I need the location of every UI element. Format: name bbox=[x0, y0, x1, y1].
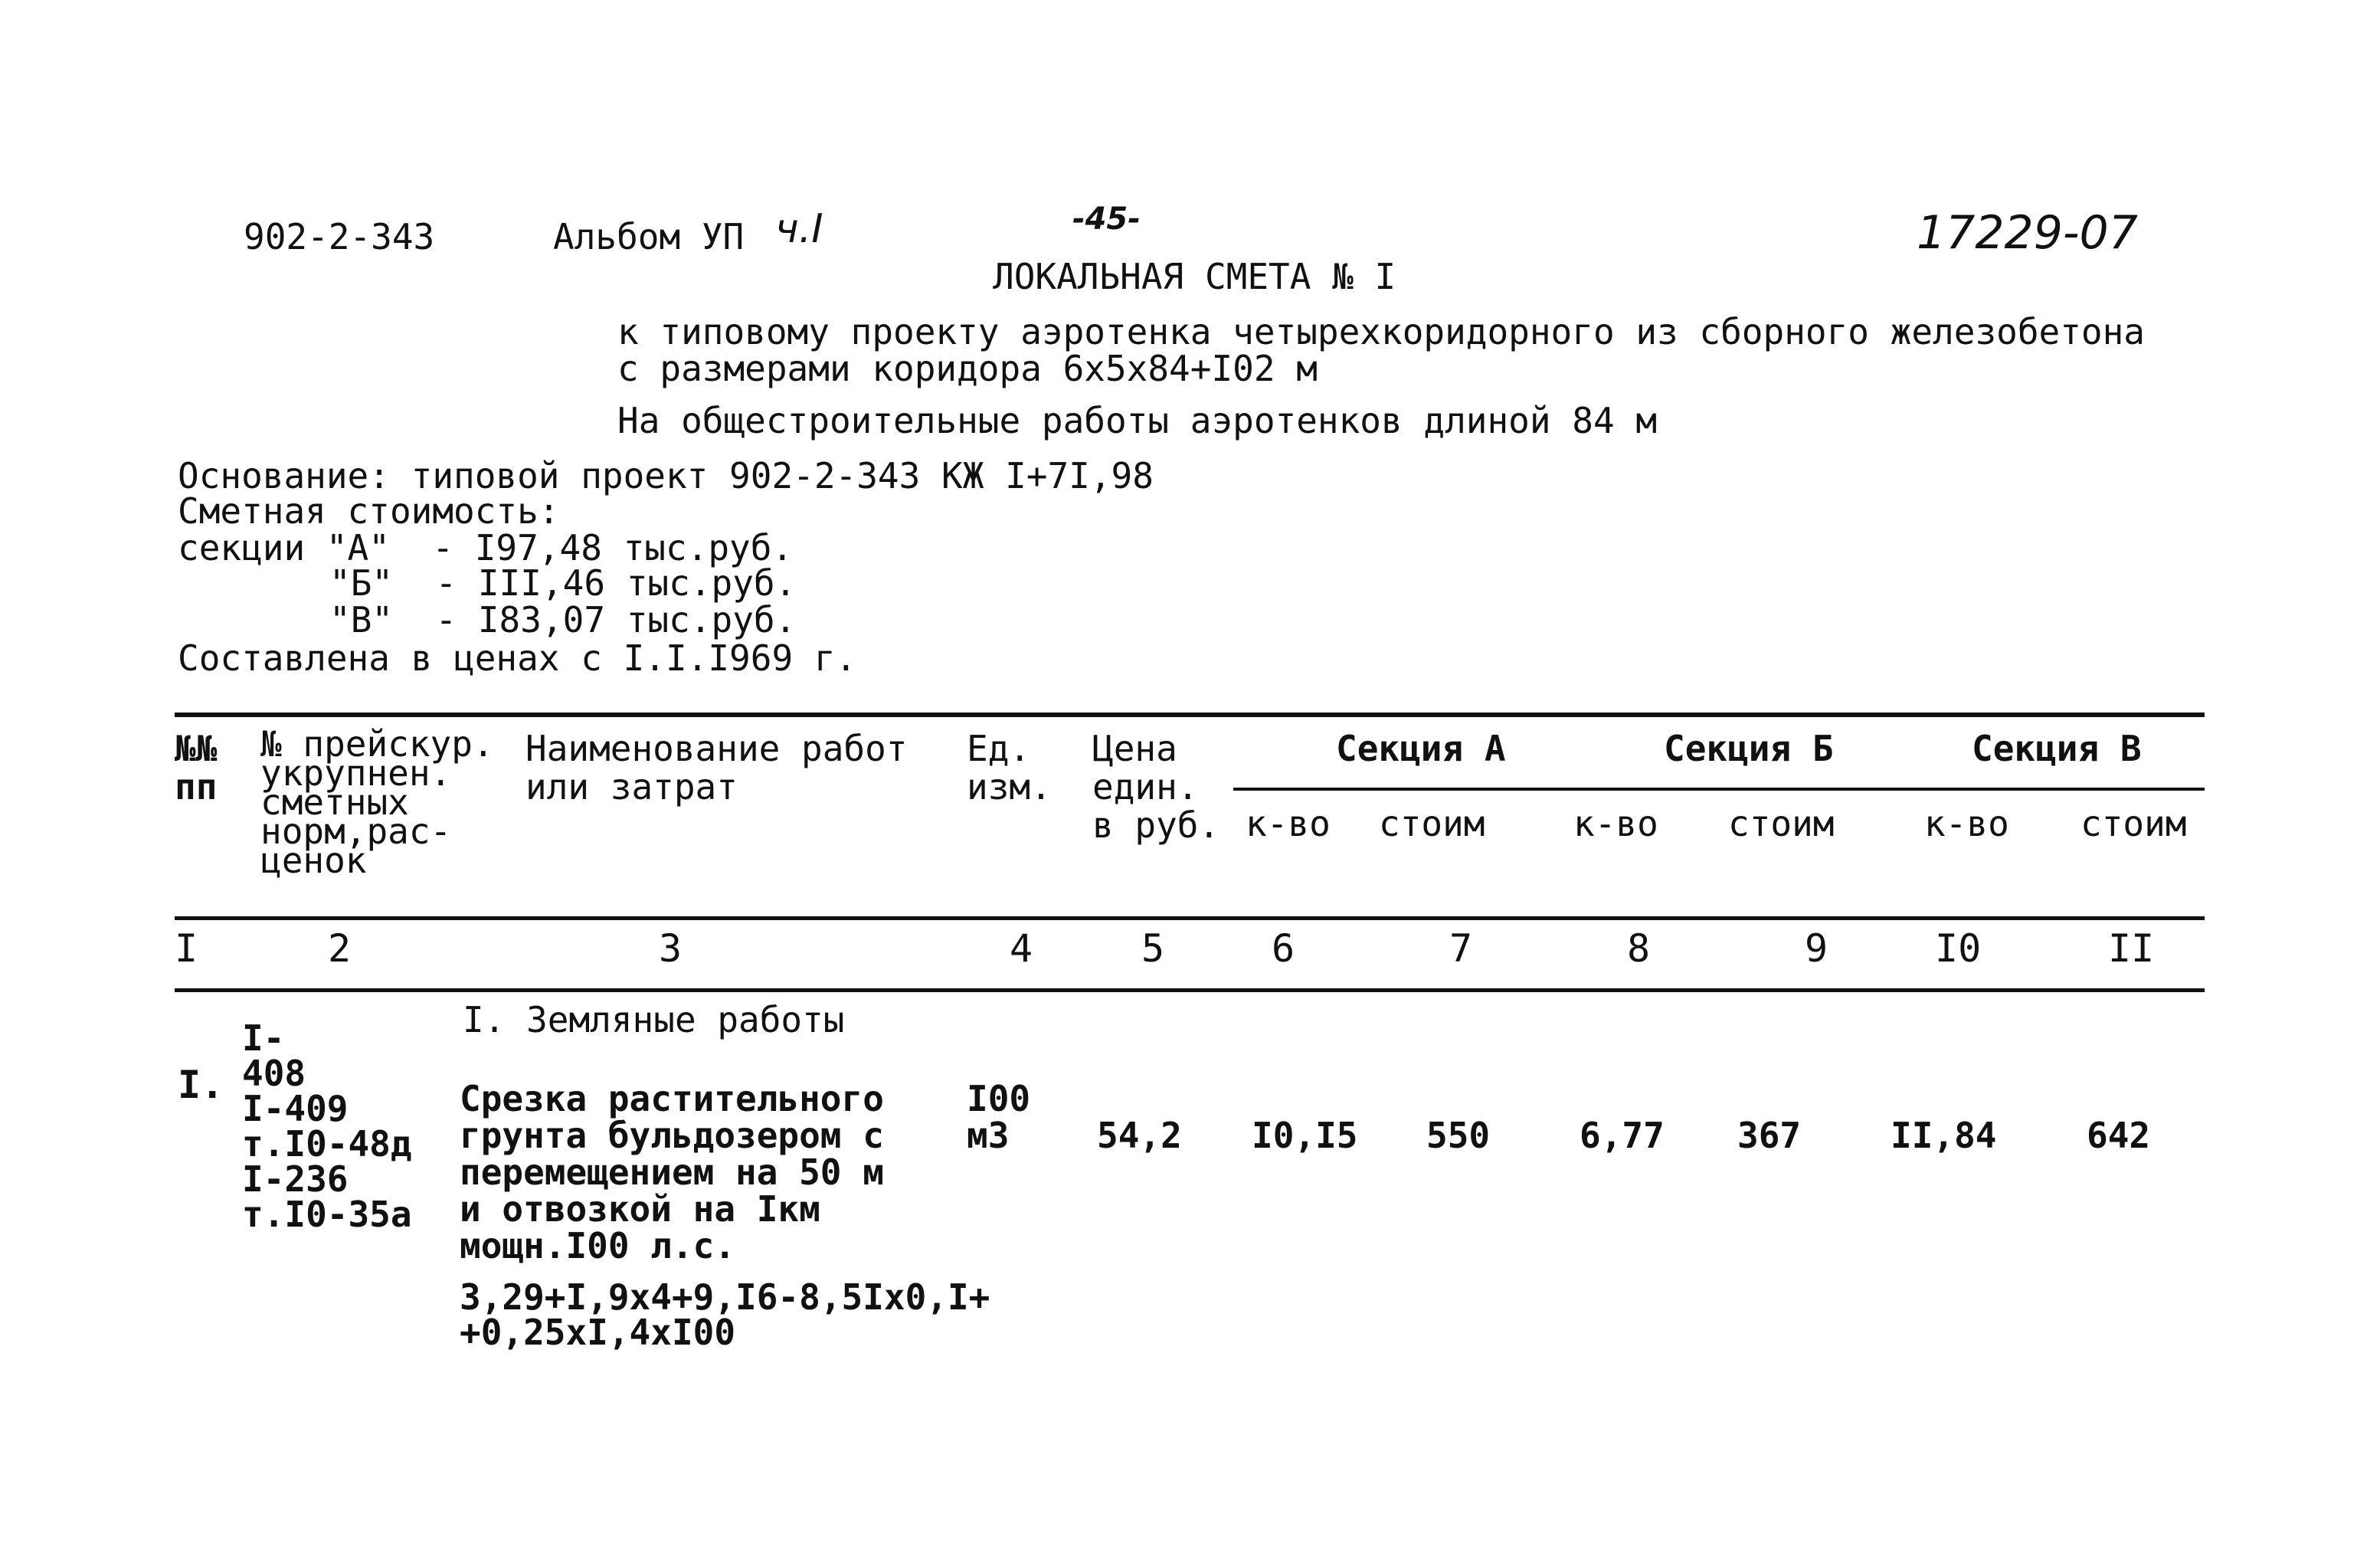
col-number-11: II bbox=[2108, 926, 2155, 971]
header-unit-price: Цена един. в руб. bbox=[1092, 728, 1220, 846]
inventory-number: 17229-07 bbox=[1917, 206, 2138, 260]
header-b-qty: к-во bbox=[1573, 803, 1658, 844]
header-work-name: Наименование работ или затрат bbox=[525, 728, 908, 808]
header-unit: Ед. изм. bbox=[967, 728, 1052, 808]
row-price: 54,2 bbox=[1097, 1115, 1182, 1156]
header-section-v: Секция В bbox=[1972, 728, 2142, 769]
col-number-4: 4 bbox=[1010, 926, 1033, 971]
col-number-9: 9 bbox=[1805, 926, 1828, 971]
section-b-cost: "Б" - III,46 тыс.руб. bbox=[329, 562, 797, 604]
col-number-7: 7 bbox=[1449, 926, 1473, 971]
header-a-cost: стоим bbox=[1379, 803, 1485, 844]
table-top-rule bbox=[175, 713, 2205, 717]
row-pricelist-ref: I- 408 I-409 т.I0-48д I-236 т.I0-35а bbox=[242, 1017, 412, 1235]
document-title: ЛОКАЛЬНАЯ СМЕТА № I bbox=[993, 256, 1396, 297]
subtitle-line-1: к типовому проекту аэротенка четырехкоридорного из сборного железобетона bbox=[617, 311, 2145, 352]
col-number-10: I0 bbox=[1935, 926, 1982, 971]
header-pricelist-ref: № прейскур. укрупнен. сметных норм,рас- ценок bbox=[260, 723, 494, 881]
row-b-cost: 367 bbox=[1737, 1115, 1802, 1156]
page-number: -45- bbox=[1072, 201, 1141, 237]
estimate-cost-label: Сметная стоимость: bbox=[178, 490, 560, 532]
header-v-cost: стоим bbox=[2080, 803, 2187, 844]
section-title: I. Земляные работы bbox=[463, 999, 845, 1040]
album-handwritten-mark: ч.I bbox=[775, 206, 823, 252]
col-number-8: 8 bbox=[1627, 926, 1651, 971]
project-code: 902-2-343 bbox=[244, 216, 435, 257]
header-section-a: Секция А bbox=[1336, 728, 1506, 769]
section-v-cost: "В" - I83,07 тыс.руб. bbox=[329, 599, 797, 640]
section-header-rule bbox=[1233, 788, 2205, 791]
header-bottom-rule bbox=[175, 916, 2205, 920]
col-number-6: 6 bbox=[1272, 926, 1295, 971]
row-v-qty: II,84 bbox=[1891, 1115, 1997, 1156]
header-v-qty: к-во bbox=[1924, 803, 2009, 844]
header-row-number: №№ пп bbox=[175, 728, 218, 808]
subtitle-line-3: На общестроительные работы аэротенков длиной 84 м bbox=[617, 400, 1658, 441]
prices-date: Составлена в ценах с I.I.I969 г. bbox=[178, 637, 857, 679]
basis-line: Основание: типовой проект 902-2-343 КЖ I+7I,98 bbox=[178, 455, 1154, 496]
album-label: Альбом УП bbox=[553, 216, 745, 257]
subtitle-line-2: с размерами коридора 6х5х84+I02 м bbox=[617, 348, 1318, 389]
row-a-cost: 550 bbox=[1426, 1115, 1491, 1156]
section-a-cost: секции "А" - I97,48 тыс.руб. bbox=[178, 527, 794, 568]
column-numbers-rule bbox=[175, 988, 2205, 992]
col-number-2: 2 bbox=[328, 926, 352, 971]
row-unit: I00 м3 bbox=[967, 1078, 1031, 1156]
header-a-qty: к-во bbox=[1246, 803, 1331, 844]
header-section-b: Секция Б bbox=[1664, 728, 1834, 769]
row-number: I. bbox=[178, 1063, 224, 1107]
row-calculation: 3,29+I,9х4+9,I6-8,5Iх0,I+ +0,25хI,4хI00 bbox=[460, 1276, 990, 1353]
header-b-cost: стоим bbox=[1728, 803, 1835, 844]
row-v-cost: 642 bbox=[2087, 1115, 2151, 1156]
col-number-1: I bbox=[175, 926, 198, 971]
row-a-qty: I0,I5 bbox=[1252, 1115, 1358, 1156]
row-work-name: Срезка растительного грунта бульдозером с перемещением на 50 м и отвозкой на Iкм мощн.I00 л.с. bbox=[460, 1078, 884, 1266]
col-number-5: 5 bbox=[1141, 926, 1165, 971]
row-b-qty: 6,77 bbox=[1580, 1115, 1665, 1156]
col-number-3: 3 bbox=[659, 926, 683, 971]
